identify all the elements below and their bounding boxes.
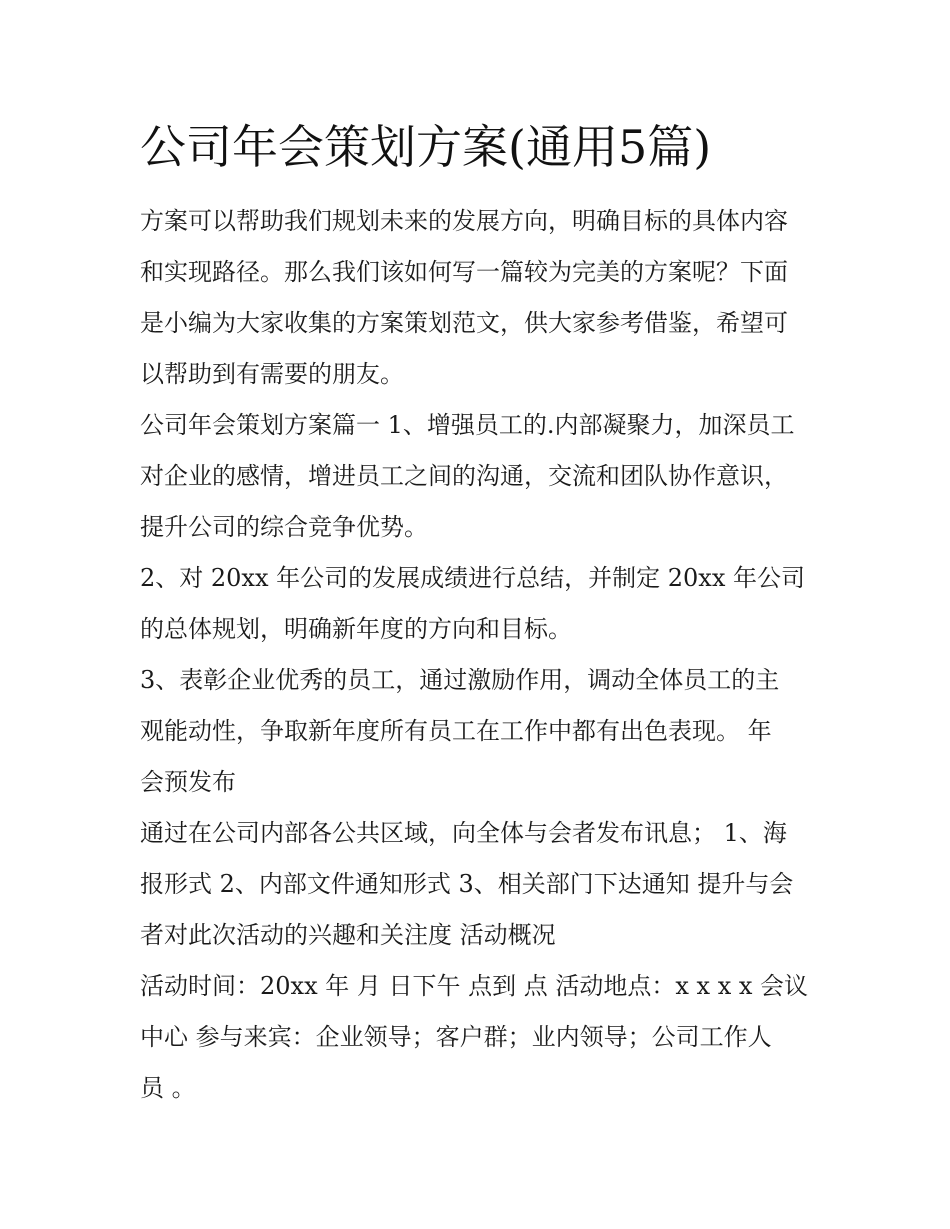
paragraph-section-one xyxy=(140,400,812,553)
text-line: 中心 参与来宾：企业领导；客户群；业内领导；公司工作人 xyxy=(140,1023,772,1051)
paragraph-item-2 xyxy=(140,553,812,655)
text-line: 方案可以帮助我们规划未来的发展方向，明确目标的具体内容 xyxy=(140,207,788,235)
text-line: 报形式 2、内部文件通知形式 3、相关部门下达通知 提升与会 xyxy=(140,870,794,898)
text-line: 活动时间：20xx 年 月 日下午 点到 点 活动地点：x x x x 会议 xyxy=(140,972,809,1000)
text-line: 提升公司的综合竞争优势。 xyxy=(140,513,428,541)
text-line: 对企业的感情，增进员工之间的沟通，交流和团队协作意识， xyxy=(140,462,788,490)
text-line: 会预发布 xyxy=(140,768,236,796)
text-line: 的总体规划，明确新年度的方向和目标。 xyxy=(140,615,572,643)
paragraph-intro xyxy=(140,196,812,400)
document-body xyxy=(140,196,812,1114)
text-line: 公司年会策划方案篇一 1、增强员工的.内部凝聚力，加深员工 xyxy=(140,411,795,439)
text-line: 通过在公司内部各公共区域，向全体与会者发布讯息； 1、海 xyxy=(140,819,787,847)
text-line: 和实现路径。那么我们该如何写一篇较为完美的方案呢？下面 xyxy=(140,258,788,286)
paragraph-announcement xyxy=(140,808,812,961)
document-title: 公司年会策划方案(通用5篇) xyxy=(140,120,712,174)
text-line: 观能动性，争取新年度所有员工在工作中都有出色表现。 年 xyxy=(140,717,772,745)
text-line: 者对此次活动的兴趣和关注度 活动概况 xyxy=(140,921,556,949)
text-line: 员 。 xyxy=(140,1074,196,1102)
paragraph-event-details xyxy=(140,961,812,1114)
text-line: 是小编为大家收集的方案策划范文，供大家参考借鉴，希望可 xyxy=(140,309,788,337)
paragraph-item-3 xyxy=(140,655,812,808)
text-line: 2、对 20xx 年公司的发展成绩进行总结，并制定 20xx 年公司 xyxy=(140,564,806,592)
text-line: 以帮助到有需要的朋友。 xyxy=(140,360,404,388)
text-line: 3、表彰企业优秀的员工，通过激励作用，调动全体员工的主 xyxy=(140,666,780,694)
